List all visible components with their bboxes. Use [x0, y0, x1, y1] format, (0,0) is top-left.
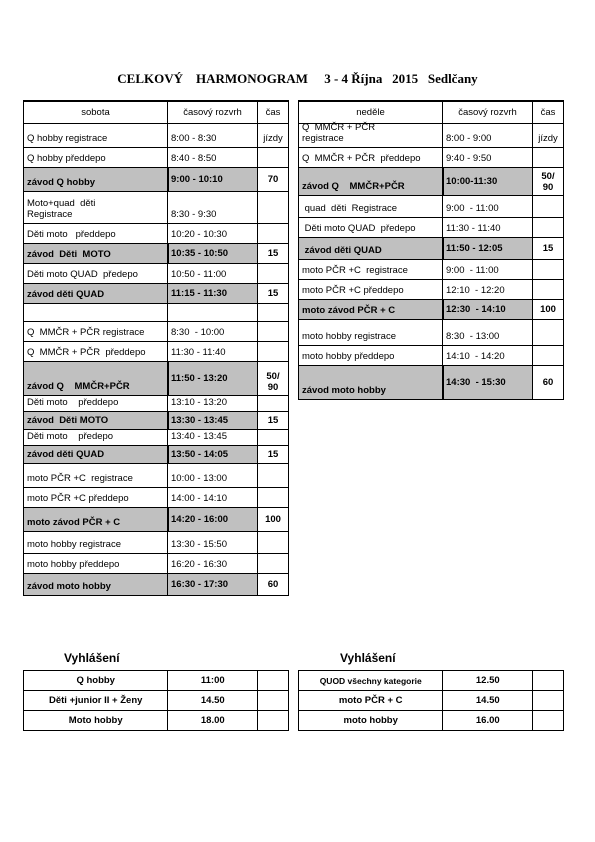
duration-cell: 15 — [258, 244, 289, 263]
time-range-cell: 11:50 - 13:20 — [168, 362, 258, 395]
award-empty-cell — [533, 711, 564, 731]
award-time: 11:00 — [168, 671, 258, 691]
event-name-cell: moto PČR +C předdepo — [23, 488, 168, 507]
sunday-schedule-row — [298, 218, 564, 238]
event-name-cell: quad děti Registrace — [298, 196, 443, 217]
awards-right-table — [298, 670, 564, 731]
event-name-cell: Děti moto předepo — [23, 430, 168, 445]
event-name-cell: Děti moto předdepo — [23, 396, 168, 411]
time-range-cell: 16:20 - 16:30 — [168, 554, 258, 573]
time-range-cell: 10:00 - 13:00 — [168, 464, 258, 487]
award-time: 14.50 — [168, 691, 258, 711]
duration-cell — [258, 464, 289, 487]
duration-cell — [258, 264, 289, 283]
duration-cell: 100 — [533, 300, 564, 319]
duration-cell — [533, 280, 564, 299]
award-empty-cell — [258, 691, 289, 711]
awards-right-heading: Vyhlášení — [340, 651, 396, 665]
highlight-box — [168, 411, 289, 430]
duration-cell: 15 — [258, 284, 289, 303]
time-range-cell: 13:10 - 13:20 — [168, 396, 258, 411]
time-range-cell: 8:30 - 9:30 — [168, 192, 258, 223]
time-range-cell: 14:30 - 15:30 — [443, 366, 533, 399]
saturday-schedule-row — [23, 488, 289, 508]
event-name-cell: moto hobby registrace — [298, 320, 443, 345]
sunday-schedule-row — [298, 280, 564, 300]
awards-left-table — [23, 670, 289, 731]
saturday-schedule-row — [23, 532, 289, 554]
time-range-cell: 11:30 - 11:40 — [443, 218, 533, 237]
time-range-cell: 10:35 - 10:50 — [168, 244, 258, 263]
time-range-cell: 14:10 - 14:20 — [443, 346, 533, 365]
time-range-cell: 10:00-11:30 — [443, 168, 533, 195]
saturday-duration-header: čas — [258, 102, 289, 123]
awards-row — [299, 691, 564, 711]
duration-cell: 15 — [533, 238, 564, 259]
event-name-cell: Děti moto QUAD předepo — [23, 264, 168, 283]
sunday-schedule-row — [298, 346, 564, 366]
event-name-cell: moto závod PČR + C — [298, 300, 443, 319]
award-time: 16.00 — [443, 711, 533, 731]
duration-cell — [533, 218, 564, 237]
time-range-cell: 13:50 - 14:05 — [168, 446, 258, 463]
duration-cell: 50/ 90 — [533, 168, 564, 195]
highlight-box — [443, 299, 564, 320]
event-name-cell: Q MMČR + PČR registrace — [23, 322, 168, 341]
time-range-cell: 13:30 - 13:45 — [168, 412, 258, 429]
awards-row — [24, 691, 289, 711]
time-range-cell: 12:10 - 12:20 — [443, 280, 533, 299]
time-range-cell: 11:30 - 11:40 — [168, 342, 258, 361]
duration-cell — [258, 430, 289, 445]
duration-cell — [258, 224, 289, 243]
time-range-cell: 11:50 - 12:05 — [443, 238, 533, 259]
saturday-schedule-table — [23, 100, 289, 616]
duration-cell — [258, 322, 289, 341]
time-range-cell — [168, 304, 258, 321]
duration-cell: 15 — [258, 446, 289, 463]
duration-cell — [533, 196, 564, 217]
time-range-cell: 9:00 - 11:00 — [443, 196, 533, 217]
time-range-cell: 8:40 - 8:50 — [168, 148, 258, 167]
award-time: 14.50 — [443, 691, 533, 711]
event-name-cell: Q hobby předdepo — [23, 148, 168, 167]
duration-cell: jízdy — [258, 124, 289, 147]
event-name-cell: závod moto hobby — [298, 366, 443, 399]
award-category: moto hobby — [299, 711, 443, 731]
highlight-box — [443, 237, 564, 260]
duration-cell: 60 — [533, 366, 564, 399]
saturday-schedule-row — [23, 430, 289, 446]
time-range-cell: 8:30 - 13:00 — [443, 320, 533, 345]
sunday-day-header: neděle — [298, 102, 443, 123]
event-name-cell: závod Q MMČR+PČR — [23, 362, 168, 395]
event-name-cell: moto hobby předdepo — [298, 346, 443, 365]
event-name-cell: závod děti QUAD — [23, 284, 168, 303]
event-name-cell: závod děti QUAD — [23, 446, 168, 463]
duration-cell: 50/ 90 — [258, 362, 289, 395]
duration-cell — [258, 488, 289, 507]
duration-cell — [533, 346, 564, 365]
event-name-cell: závod Q MMČR+PČR — [298, 168, 443, 195]
duration-cell — [258, 148, 289, 167]
awards-row — [299, 671, 564, 691]
event-name-cell: závod Děti MOTO — [23, 412, 168, 429]
saturday-schedule-row — [23, 464, 289, 488]
duration-cell: 60 — [258, 574, 289, 595]
duration-cell: 100 — [258, 508, 289, 531]
event-name-cell: moto hobby předdepo — [23, 554, 168, 573]
duration-cell — [258, 304, 289, 321]
event-name-cell: závod Q hobby — [23, 168, 168, 191]
duration-cell: jízdy — [533, 124, 564, 147]
page-title: CELKOVÝ HARMONOGRAM 3 - 4 Října 2015 Sedlčany — [117, 71, 478, 86]
sunday-schedule-row — [298, 148, 564, 168]
duration-cell — [258, 192, 289, 223]
time-range-cell: 9:00 - 11:00 — [443, 260, 533, 279]
saturday-time-header: časový rozvrh — [168, 102, 258, 123]
highlight-box — [168, 243, 289, 264]
saturday-schedule-row — [23, 148, 289, 168]
event-name-cell: moto PČR +C předdepo — [298, 280, 443, 299]
saturday-header-row — [23, 102, 289, 124]
event-name-cell — [23, 304, 168, 321]
duration-cell: 70 — [258, 168, 289, 191]
time-range-cell: 9:40 - 9:50 — [443, 148, 533, 167]
award-category: QUOD všechny kategorie — [299, 671, 443, 691]
event-name-cell: Q hobby registrace — [23, 124, 168, 147]
saturday-schedule-row — [23, 322, 289, 342]
event-name-cell: moto PČR +C registrace — [298, 260, 443, 279]
event-name-cell: Děti moto předdepo — [23, 224, 168, 243]
time-range-cell: 10:20 - 10:30 — [168, 224, 258, 243]
time-range-cell: 12:30 - 14:10 — [443, 300, 533, 319]
saturday-schedule-row — [23, 264, 289, 284]
highlight-box — [168, 445, 289, 464]
sunday-header-row — [298, 102, 564, 124]
event-name-cell: moto závod PČR + C — [23, 508, 168, 531]
sunday-schedule-row — [298, 320, 564, 346]
event-name-cell: Q MMČR + PČR registrace — [298, 124, 443, 147]
time-range-cell: 11:15 - 11:30 — [168, 284, 258, 303]
time-range-cell: 14:20 - 16:00 — [168, 508, 258, 531]
saturday-day-header: sobota — [23, 102, 168, 123]
highlight-box — [168, 361, 289, 396]
award-category: Q hobby — [24, 671, 168, 691]
time-range-cell: 8:30 - 10:00 — [168, 322, 258, 341]
award-category: moto PČR + C — [299, 691, 443, 711]
duration-cell — [533, 148, 564, 167]
time-range-cell: 8:00 - 8:30 — [168, 124, 258, 147]
sunday-duration-header: čas — [533, 102, 564, 123]
saturday-schedule-row — [23, 224, 289, 244]
awards-row — [24, 711, 289, 731]
saturday-schedule-row — [23, 342, 289, 362]
duration-cell — [258, 342, 289, 361]
saturday-schedule-row — [23, 574, 289, 596]
saturday-schedule-row — [23, 554, 289, 574]
event-name-cell: závod Děti MOTO — [23, 244, 168, 263]
award-category: Moto hobby — [24, 711, 168, 731]
saturday-schedule-row — [23, 124, 289, 148]
highlight-box — [443, 167, 564, 196]
duration-cell — [533, 260, 564, 279]
event-name-cell: moto PČR +C registrace — [23, 464, 168, 487]
sunday-time-header: časový rozvrh — [443, 102, 533, 123]
time-range-cell: 10:50 - 11:00 — [168, 264, 258, 283]
sunday-schedule-table — [298, 100, 564, 410]
duration-cell — [258, 554, 289, 573]
saturday-schedule-row — [23, 284, 289, 304]
award-empty-cell — [533, 691, 564, 711]
saturday-schedule-row — [23, 304, 289, 322]
award-empty-cell — [258, 711, 289, 731]
event-name-cell: Moto+quad děti Registrace — [23, 192, 168, 223]
award-empty-cell — [258, 671, 289, 691]
saturday-schedule-row — [23, 396, 289, 412]
sunday-schedule-row — [298, 196, 564, 218]
event-name-cell: Q MMČR + PČR předdepo — [298, 148, 443, 167]
duration-cell — [258, 532, 289, 553]
sunday-schedule-row — [298, 124, 564, 148]
event-name-cell: Q MMČR + PČR předdepo — [23, 342, 168, 361]
time-range-cell: 13:30 - 15:50 — [168, 532, 258, 553]
highlight-box — [443, 365, 564, 400]
duration-cell: 15 — [258, 412, 289, 429]
event-name-cell: závod děti QUAD — [298, 238, 443, 259]
time-range-cell: 9:00 - 10:10 — [168, 168, 258, 191]
awards-left-heading: Vyhlášení — [64, 651, 120, 665]
event-name-cell: Děti moto QUAD předepo — [298, 218, 443, 237]
awards-row — [299, 711, 564, 731]
duration-cell — [258, 396, 289, 411]
time-range-cell: 13:40 - 13:45 — [168, 430, 258, 445]
award-category: Děti +junior II + Ženy — [24, 691, 168, 711]
award-time: 12.50 — [443, 671, 533, 691]
awards-row — [24, 671, 289, 691]
award-time: 18.00 — [168, 711, 258, 731]
highlight-box — [168, 507, 289, 532]
award-empty-cell — [533, 671, 564, 691]
duration-cell — [533, 320, 564, 345]
event-name-cell: moto hobby registrace — [23, 532, 168, 553]
time-range-cell: 8:00 - 9:00 — [443, 124, 533, 147]
time-range-cell: 14:00 - 14:10 — [168, 488, 258, 507]
event-name-cell: závod moto hobby — [23, 574, 168, 595]
saturday-schedule-row — [23, 192, 289, 224]
sunday-schedule-row — [298, 260, 564, 280]
highlight-box — [168, 167, 289, 192]
time-range-cell: 16:30 - 17:30 — [168, 574, 258, 595]
